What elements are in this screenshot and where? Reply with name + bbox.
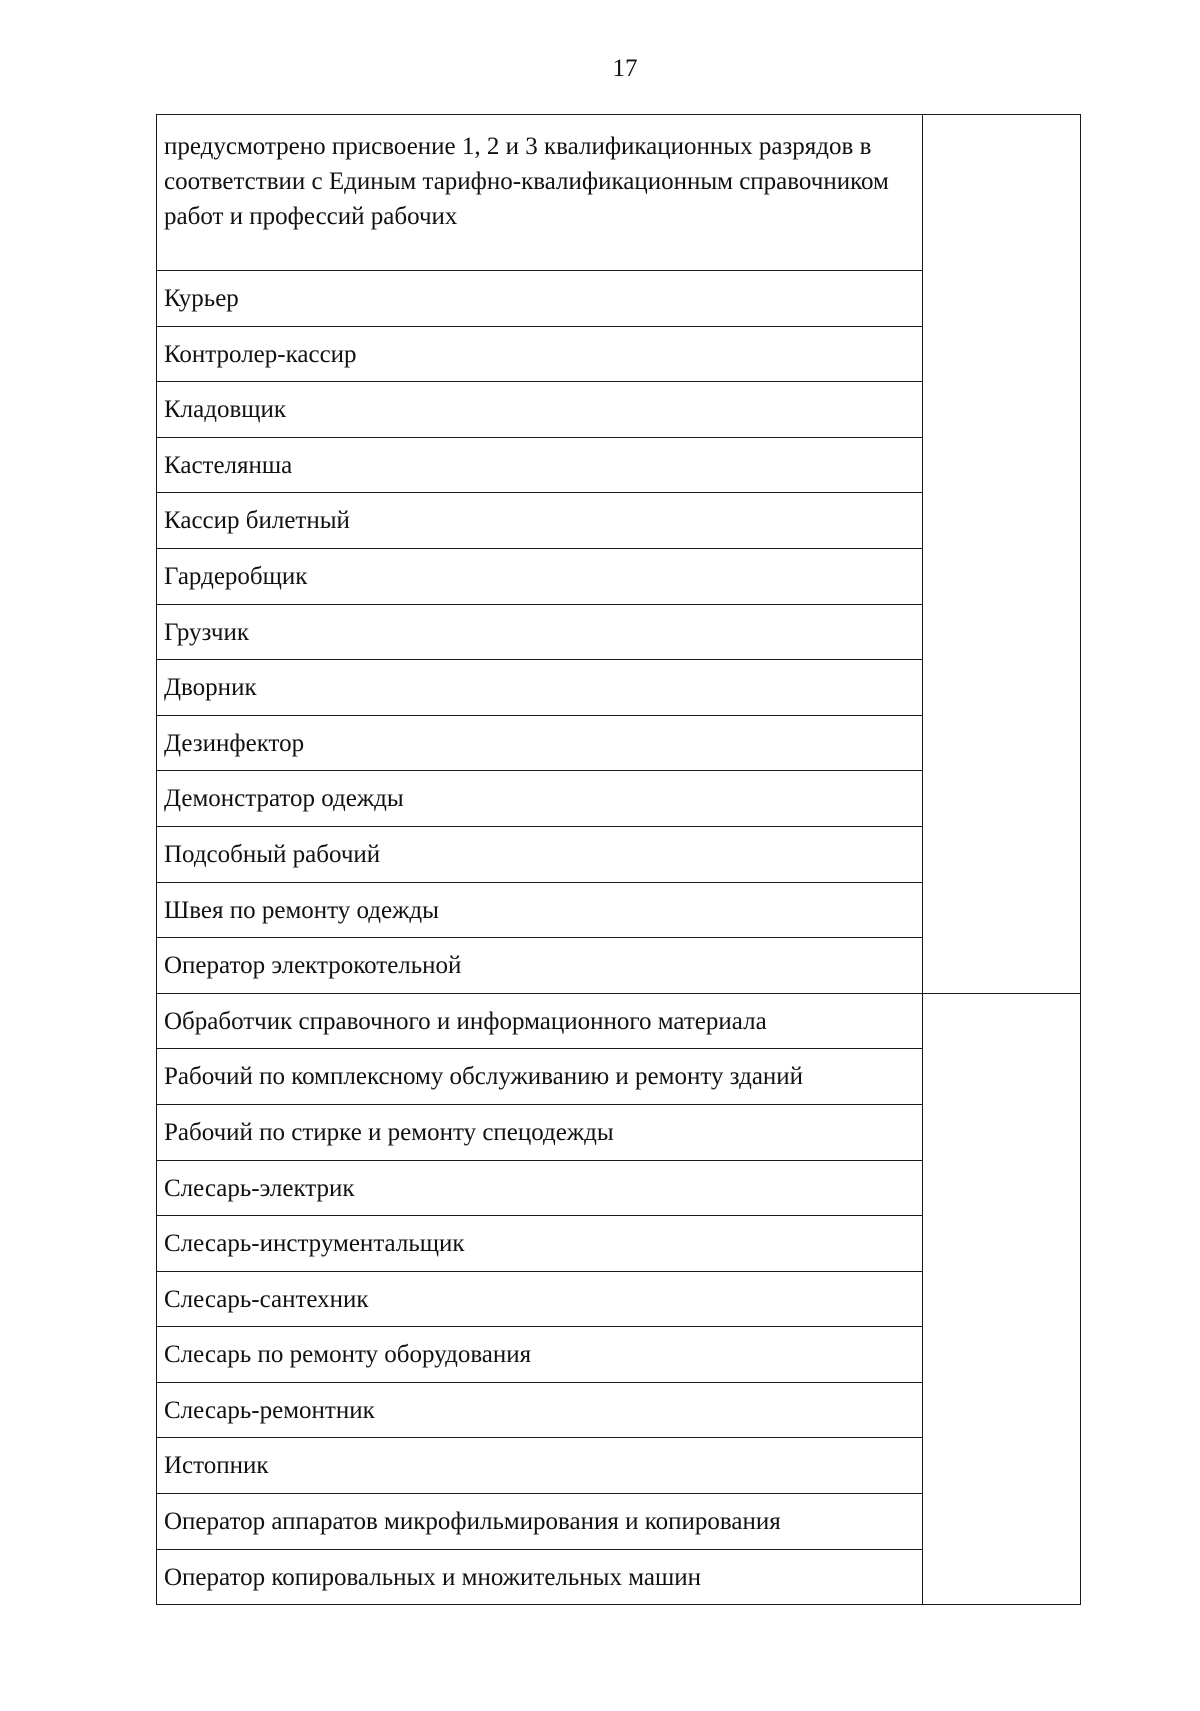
profession-cell: Подсобный рабочий: [157, 826, 923, 882]
profession-cell: Швея по ремонту одежды: [157, 882, 923, 938]
group-cell-1: [923, 115, 1081, 994]
profession-cell: Контролер-кассир: [157, 326, 923, 382]
profession-cell: Кладовщик: [157, 382, 923, 438]
page-number: 17: [612, 55, 638, 82]
profession-cell: Грузчик: [157, 604, 923, 660]
profession-cell: Истопник: [157, 1438, 923, 1494]
profession-cell: Рабочий по стирке и ремонту спецодежды: [157, 1104, 923, 1160]
profession-cell: Рабочий по комплексному обслуживанию и ремонту зданий: [157, 1049, 923, 1105]
profession-cell: Дворник: [157, 660, 923, 716]
profession-cell: Слесарь-электрик: [157, 1160, 923, 1216]
profession-cell: Гардеробщик: [157, 548, 923, 604]
profession-cell: Слесарь-ремонтник: [157, 1382, 923, 1438]
profession-cell: Обработчик справочного и информационного материала: [157, 993, 923, 1049]
profession-cell: предусмотрено присвоение 1, 2 и 3 квалификационных разрядов в соответствии с Единым тарифно-квалификационным справочником работ и профессий рабочих: [157, 115, 923, 271]
profession-cell: Демонстратор одежды: [157, 771, 923, 827]
profession-cell: Оператор аппаратов микрофильмирования и копирования: [157, 1494, 923, 1550]
profession-cell: Курьер: [157, 271, 923, 327]
profession-cell: Слесарь-инструментальщик: [157, 1216, 923, 1272]
profession-cell: Оператор копировальных и множительных машин: [157, 1549, 923, 1605]
profession-cell: Оператор электрокотельной: [157, 938, 923, 994]
group-cell-2: [923, 993, 1081, 1605]
profession-cell: Кассир билетный: [157, 493, 923, 549]
profession-cell: Слесарь по ремонту оборудования: [157, 1327, 923, 1383]
profession-cell: Дезинфектор: [157, 715, 923, 771]
table-row: [157, 993, 1081, 1049]
professions-table: [156, 114, 1081, 1605]
profession-cell: Слесарь-сантехник: [157, 1271, 923, 1327]
table-row: [157, 115, 1081, 271]
profession-cell: Кастелянша: [157, 437, 923, 493]
